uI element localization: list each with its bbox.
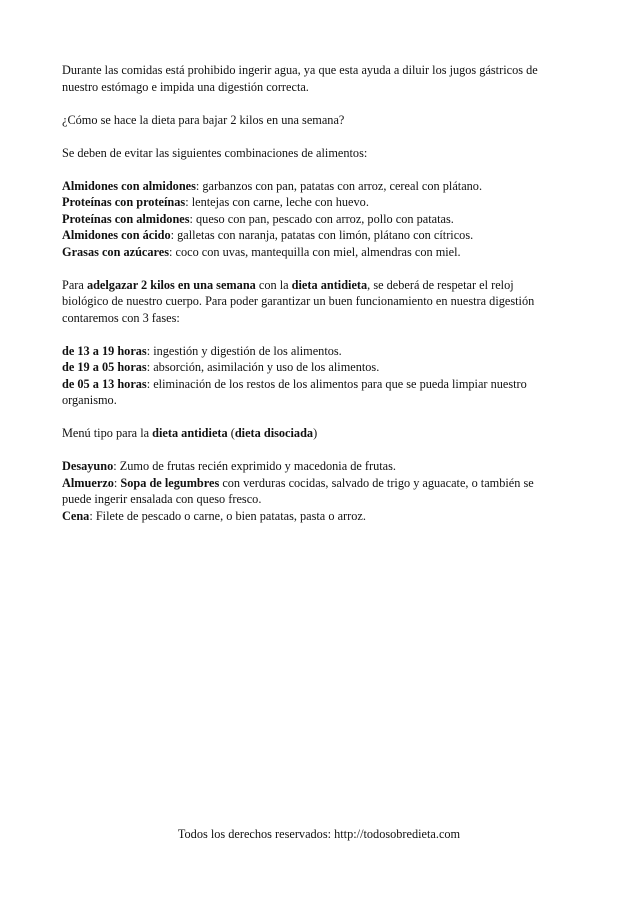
document-body (62, 62, 572, 541)
phase-desc: : eliminación de los restos de los alimentos para que se pueda limpiar nuestro (146, 376, 527, 391)
phases-intro-emphasis: adelgazar 2 kilos en una semana (86, 277, 256, 292)
phase-time: de 05 a 13 horas (62, 376, 147, 391)
combination-desc: : garbanzos con pan, patatas con arroz, cereal con plátano. (195, 178, 483, 193)
combination-item (62, 211, 572, 228)
menu-intro-paragraph (62, 425, 572, 442)
phase-item (62, 376, 572, 393)
menu-lunch (62, 475, 572, 492)
menu-breakfast (62, 458, 572, 475)
combination-term: Proteínas con proteínas (62, 195, 186, 209)
intro-line-2: nuestro estómago e impida una digestión correcta. (62, 79, 309, 94)
menu-list (62, 458, 572, 524)
combination-item (62, 194, 572, 211)
phase-desc: : ingestión y digestión de los alimentos. (146, 343, 342, 358)
avoid-heading-paragraph (62, 145, 572, 162)
menu-lunch-text: con verduras cocidas, salvado de trigo y aguacate, o también se (219, 475, 534, 490)
menu-dinner (62, 508, 572, 525)
question-text: ¿Cómo se hace la dieta para bajar 2 kilos en una semana? (62, 112, 345, 127)
menu-lunch-line-2: puede ingerir ensalada con queso fresco. (62, 492, 262, 506)
menu-intro-line (62, 425, 572, 442)
combination-term: Almidones con ácido (62, 228, 171, 242)
phase-item (62, 359, 572, 376)
menu-intro-text: ) (313, 426, 318, 440)
combination-desc: : galletas con naranja, patatas con limón, plátano con cítricos. (170, 228, 474, 242)
menu-dinner-label: Cena (62, 508, 90, 523)
menu-breakfast-label: Desayuno (62, 459, 114, 473)
combinations-list (62, 178, 572, 261)
phase-item-continuation: organismo. (62, 393, 117, 407)
phases-intro-emphasis: dieta antidieta (291, 277, 368, 292)
combination-desc: : lentejas con carne, leche con huevo. (185, 195, 369, 209)
intro-paragraph (62, 62, 572, 95)
menu-intro-emphasis: dieta antidieta (152, 426, 228, 440)
phases-intro-text: Para (62, 277, 87, 292)
menu-lunch-dish: Sopa de legumbres (120, 475, 220, 490)
phases-intro-paragraph (62, 277, 572, 327)
phase-time: de 13 a 19 horas (62, 343, 147, 358)
combination-term: Proteínas con almidones (62, 211, 190, 226)
phase-time: de 19 a 05 horas (62, 360, 147, 374)
question-paragraph (62, 112, 572, 129)
combination-desc: : queso con pan, pescado con arroz, pollo con patatas. (189, 211, 454, 226)
phases-list (62, 343, 572, 409)
phase-desc: : absorción, asimilación y uso de los alimentos. (146, 360, 380, 374)
combination-desc: : coco con uvas, mantequilla con miel, almendras con miel. (169, 244, 461, 259)
phases-intro-line-1 (62, 277, 572, 294)
phases-intro-text: , se deberá de respetar el reloj (367, 277, 514, 292)
combination-term: Almidones con almidones (62, 178, 196, 193)
menu-dinner-text: : Filete de pescado o carne, o bien patatas, pasta o arroz. (89, 508, 366, 523)
phases-intro-text: con la (255, 277, 292, 292)
page-footer: Todos los derechos reservados: http://todosobredieta.com (177, 827, 461, 841)
menu-intro-text: ( (227, 426, 235, 440)
menu-intro-emphasis: dieta disociada (234, 426, 314, 440)
menu-lunch-sep: : (113, 475, 121, 490)
intro-line-1: Durante las comidas está prohibido ingerir agua, ya que esta ayuda a diluir los jugos gástricos de (62, 63, 538, 77)
phases-intro-line-3: contaremos con 3 fases: (62, 310, 180, 325)
menu-breakfast-text: : Zumo de frutas recién exprimido y macedonia de frutas. (113, 459, 396, 473)
menu-lunch-label: Almuerzo (62, 475, 114, 490)
phase-item (62, 343, 572, 360)
menu-intro-text: Menú tipo para la (62, 426, 153, 440)
combination-item (62, 178, 572, 195)
combination-item (62, 244, 572, 261)
avoid-heading: Se deben de evitar las siguientes combinaciones de alimentos: (62, 145, 368, 160)
combination-item (62, 227, 572, 244)
combination-term: Grasas con azúcares (62, 244, 170, 259)
phases-intro-line-2: biológico de nuestro cuerpo. Para poder garantizar un buen funcionamiento en nuestra digestión (62, 294, 535, 308)
